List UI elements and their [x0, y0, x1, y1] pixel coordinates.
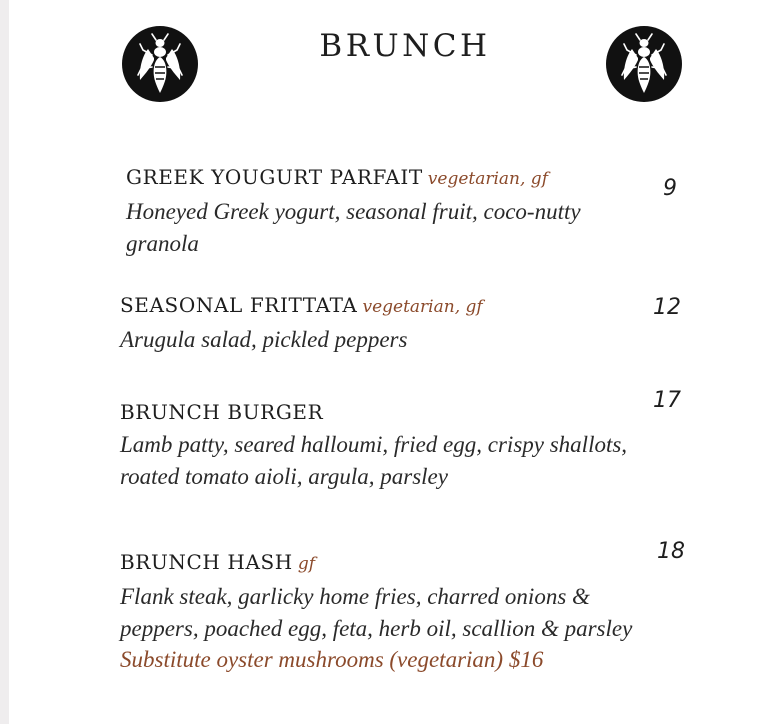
menu-item: [126, 164, 636, 259]
item-tag: gf: [297, 554, 316, 574]
item-name: BRUNCH BURGER: [120, 400, 324, 424]
item-description: Flank steak, garlicky home fries, charred onions & peppers, poached egg, feta, herb oil, scallion & parsley: [120, 584, 633, 641]
menu-item: [120, 549, 660, 676]
bee-icon: [121, 25, 199, 103]
menu-item: [120, 292, 660, 356]
menu-item: [120, 399, 660, 492]
item-price: 18: [657, 539, 685, 564]
bee-icon: [605, 25, 683, 103]
item-name: SEASONAL FRITTATA: [120, 293, 358, 317]
item-tag: vegetarian, gf: [427, 169, 548, 189]
item-description: Lamb patty, seared halloumi, fried egg, crispy shallots, roated tomato aioli, argula, parsley: [120, 432, 628, 489]
page-title: BRUNCH: [319, 28, 491, 64]
item-price: 12: [653, 295, 681, 320]
item-price: 9: [663, 176, 677, 201]
item-substitute-note: Substitute oyster mushrooms (vegetarian) $16: [120, 647, 544, 672]
item-tag: vegetarian, gf: [362, 297, 483, 317]
item-name: GREEK YOUGURT PARFAIT: [126, 165, 423, 189]
item-description: Honeyed Greek yogurt, seasonal fruit, coco-nutty granola: [126, 199, 581, 256]
item-name: BRUNCH HASH: [120, 550, 293, 574]
item-description: Arugula salad, pickled peppers: [120, 327, 408, 352]
item-price: 17: [653, 388, 681, 413]
